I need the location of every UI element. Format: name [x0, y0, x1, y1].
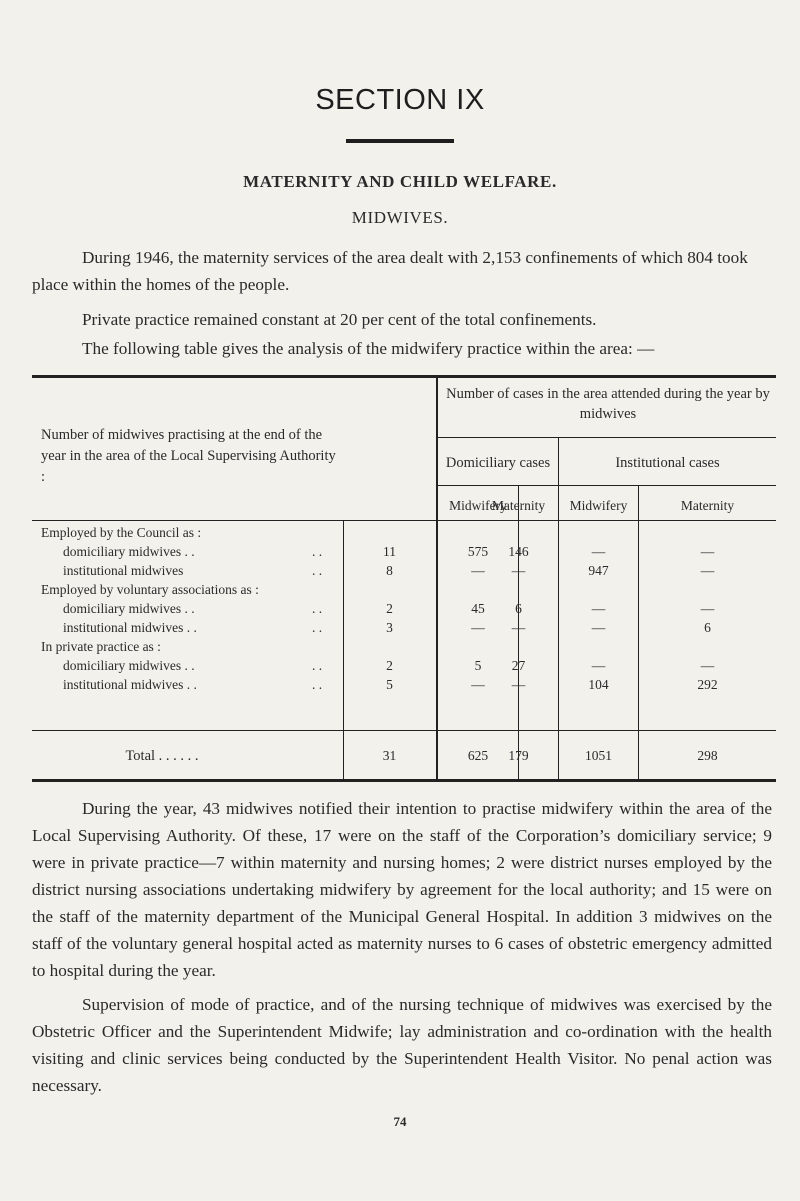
row-leader-dots: . .: [312, 563, 323, 578]
title-underline: [346, 139, 454, 143]
total-count: 31: [382, 748, 397, 763]
total-label: Total . . . . . .: [125, 748, 199, 764]
row-leader-dots: . .: [312, 677, 323, 692]
total-top-rule: [32, 730, 776, 731]
inst-midwifery-header: Midwifery: [569, 498, 628, 513]
cell-inst-maternity: —: [700, 544, 715, 559]
cell-count: 2: [386, 601, 393, 616]
cell-inst-midwifery: —: [591, 601, 606, 616]
cell-inst-midwifery: 947: [588, 563, 609, 578]
total-dom-midwifery: 625: [467, 748, 489, 763]
cell-dom-midwifery: —: [471, 677, 485, 692]
cell-inst-maternity: —: [700, 563, 715, 578]
group-label: Employed by the Council as :: [41, 525, 202, 540]
inst-maternity-header: Maternity: [680, 498, 735, 513]
table-top-rule: [32, 375, 776, 378]
intro-paragraph-2: Private practice remained constant at 20 per cent of the total confinements.: [82, 310, 597, 329]
subheader-rule: [436, 485, 776, 486]
cell-dom-maternity: —: [511, 677, 526, 692]
row-leader-dots: . .: [312, 601, 323, 616]
cell-inst-midwifery: —: [591, 544, 606, 559]
cell-dom-midwifery: 5: [474, 658, 482, 673]
cell-dom-midwifery: 45: [471, 601, 485, 616]
intro-paragraph-3: The following table gives the analysis of the midwifery practice within the area: —: [82, 339, 655, 358]
row-label: domiciliary midwives . .: [63, 601, 195, 616]
midwives-table: [32, 375, 776, 782]
cases-header: Number of cases in the area attended during the year by midwives: [446, 386, 770, 422]
cell-dom-midwifery: —: [471, 563, 485, 578]
cell-inst-maternity: —: [700, 601, 715, 616]
dom-maternity-header: Maternity: [491, 498, 546, 513]
group-label: In private practice as :: [41, 639, 161, 654]
section-subtitle: MIDWIVES.: [351, 208, 449, 227]
cell-inst-maternity: 292: [697, 677, 718, 692]
cell-count: 3: [386, 620, 393, 635]
row-label: domiciliary midwives . .: [63, 658, 195, 673]
intro-paragraph-1: During 1946, the maternity services of the area dealt with 2,153 confinements of which 804 took place within the homes of the people.: [32, 248, 748, 294]
cell-inst-midwifery: —: [591, 620, 606, 635]
institutional-header: Institutional cases: [615, 455, 720, 471]
page-number: 74: [393, 1114, 407, 1129]
cell-inst-maternity: —: [700, 658, 715, 673]
section-title: SECTION IX: [315, 84, 485, 116]
total-dom-maternity: 179: [508, 748, 529, 763]
body-paragraph-2: Supervision of mode of practice, and of the nursing technique of midwives was exercised by the Obstetric Officer and the Superintendent Midwife; lay administration and co-ordination with the health visiting and clinic services being conducted by the Superintendent Health Visitor. No penal action was necessary.: [32, 995, 772, 1095]
dom-midwifery-header: Midwifery: [449, 498, 507, 513]
body-paragraph-1: During the year, 43 midwives notified their intention to practise midwifery within the area of the Local Supervising Authority. Of these, 17 were on the staff of the Corporation’s domiciliary service; 9 were in private practice—7 within maternity and nursing homes; 2 were district nurses employed by the district nursing associations undertaking midwifery by agreement for the local authority; and 15 were on the staff of the maternity department of the Municipal General Hospital. In addition 3 midwives on the staff of the voluntary general hospital acted as maternity nurses to 6 cases of obstetric emergency admitted to hospital during the year.: [32, 799, 772, 980]
cell-inst-midwifery: —: [591, 658, 606, 673]
cell-count: 5: [386, 677, 393, 692]
row-leader-dots: . .: [312, 620, 323, 635]
cell-dom-midwifery: —: [471, 620, 485, 635]
cell-dom-maternity: 146: [508, 544, 529, 559]
total-inst-maternity: 298: [697, 748, 718, 763]
domiciliary-header: Domiciliary cases: [445, 455, 551, 471]
stub-header: Number of midwives practising at the end of the year in the area of the Local Supervising Authority :: [41, 427, 336, 485]
row-label: institutional midwives: [63, 563, 184, 578]
cell-dom-midwifery: 575: [467, 544, 489, 559]
row-leader-dots: . .: [312, 658, 323, 673]
cell-count: 11: [383, 544, 396, 559]
chapter-title: MATERNITY AND CHILD WELFARE.: [243, 172, 557, 191]
cell-dom-maternity: 27: [511, 658, 526, 673]
cell-count: 8: [386, 563, 393, 578]
row-leader-dots: . .: [312, 544, 323, 559]
cell-count: 2: [386, 658, 393, 673]
row-label: institutional midwives . .: [63, 677, 197, 692]
total-inst-midwifery: 1051: [585, 748, 612, 763]
cases-header-rule: [436, 437, 776, 438]
cell-dom-maternity: —: [511, 563, 526, 578]
cell-inst-midwifery: 104: [588, 677, 609, 692]
row-label: domiciliary midwives . .: [63, 544, 195, 559]
row-label: institutional midwives . .: [63, 620, 197, 635]
header-bottom-rule: [32, 520, 776, 521]
group-label: Employed by voluntary associations as :: [41, 582, 259, 597]
cell-dom-maternity: 6: [515, 601, 522, 616]
table-bottom-rule: [32, 779, 776, 782]
cell-dom-maternity: —: [511, 620, 526, 635]
cell-inst-maternity: 6: [704, 620, 711, 635]
